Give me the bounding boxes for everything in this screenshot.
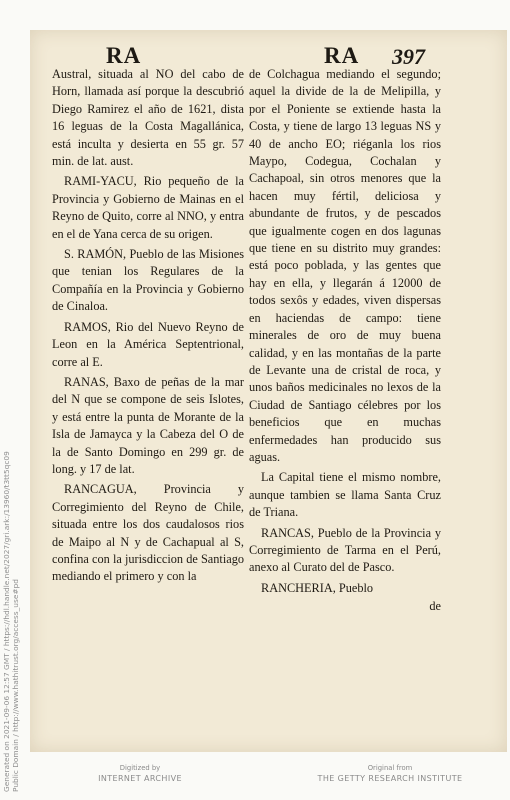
entry-rancas: RANCAS, Pueblo de la Provincia y Corregimiento de Tarma en el Perú, anexo al Curato del de Pasco.	[249, 525, 441, 575]
left-column	[52, 66, 244, 589]
catchword: de	[429, 599, 441, 614]
paragraph-capital: La Capital tiene el mismo nombre, aunque tambien se llama Santa Cruz de Triana.	[249, 470, 441, 520]
paragraph-rancagua-cont: de Colchagua mediando el segundo; aquel la divide de la de Melipilla, y por el Poniente se extiende hasta la Costa, y tiene de largo 13 leguas NS y 40 de ancho EO; riéganla los rios Maypo, Codegua, Cochalan y Cachapoal, sin otros menores que la hacen muy fértil, deliciosa y abundante de frutos, y de pescados que igualmente cogen en dos lagunas que tiene en su distrito muy grandes: está poco poblada, y las gentes que hay en ella, y llegarán á 12000 de todos sexôs y edades, viven dispersas en haciendas de campo: tiene minerales de oro de muy buena calidad, y en las montañas de la parte de Levante una de cristal de roca, y unos baños medicinales no lexos de la Ciudad de Santiago célebres por los beneficios que en muchas enfermedades han producido sus aguas.	[249, 67, 441, 464]
footer-digitized-source: INTERNET ARCHIVE	[98, 774, 182, 783]
entry-ramos: RAMOS, Rio del Nuevo Reyno de Leon en la América Septentrional, corre al E.	[52, 319, 244, 369]
stamp-line-2: Public Domain / http://www.hathitrust.org/access_use#pd	[11, 579, 20, 792]
running-header-right: RA	[324, 43, 360, 68]
entry-rancagua: RANCAGUA, Provincia y Corregimiento del Reyno de Chile, situada entre los dos caudalosos rios de Maipo al N y de Cachapual al S, confina con la jurisdiccion de Santiago mediando el primero y con la	[52, 482, 244, 584]
entry-rancheria: RANCHERIA, Pueblo	[261, 580, 374, 595]
footer-original	[290, 764, 490, 784]
hathitrust-stamp	[2, 451, 20, 792]
entry-ranas: RANAS, Baxo de peñas de la mar del N que se compone de seis Islotes, y está entre la punta de Morante de la Isla de Jamayca y la Cabeza del O de la de Santo Domingo en 299 gr. de long. y 17 de lat.	[52, 374, 244, 476]
entry-rami-yacu: RAMI-YACU, Rio pequeño de la Provincia y Gobierno de Mainas en el Reyno de Quito, corre al NNO, y entra en el de Yana cerca de su origen.	[52, 174, 244, 241]
footer-original-label: Original from	[367, 764, 413, 772]
paragraph-austral: Austral, situada al NO del cabo de Horn, llamada así porque la descubrió Diego Ramirez el año de 1621, dista 16 leguas de la Costa Magallánica, está inculta y desierta en 55 gr. 57 min. de lat. aust.	[52, 67, 244, 169]
stamp-line-1: Generated on 2021-09-06 12:57 GMT / https://hdl.handle.net/2027/gri.ark:/13960/t3tt5qc09	[2, 451, 11, 792]
entry-s-ramon: S. RAMÓN, Pueblo de las Misiones que tenian los Regulares de la Compañía en la Provincia y Gobierno de Cinaloa.	[52, 247, 244, 314]
running-header-left: RA	[106, 43, 142, 68]
footer-digitized	[40, 764, 240, 784]
footer-digitized-label: Digitized by	[119, 764, 161, 772]
page-number: 397	[392, 44, 425, 69]
footer-original-source: THE GETTY RESEARCH INSTITUTE	[317, 774, 463, 783]
right-column	[249, 66, 441, 619]
